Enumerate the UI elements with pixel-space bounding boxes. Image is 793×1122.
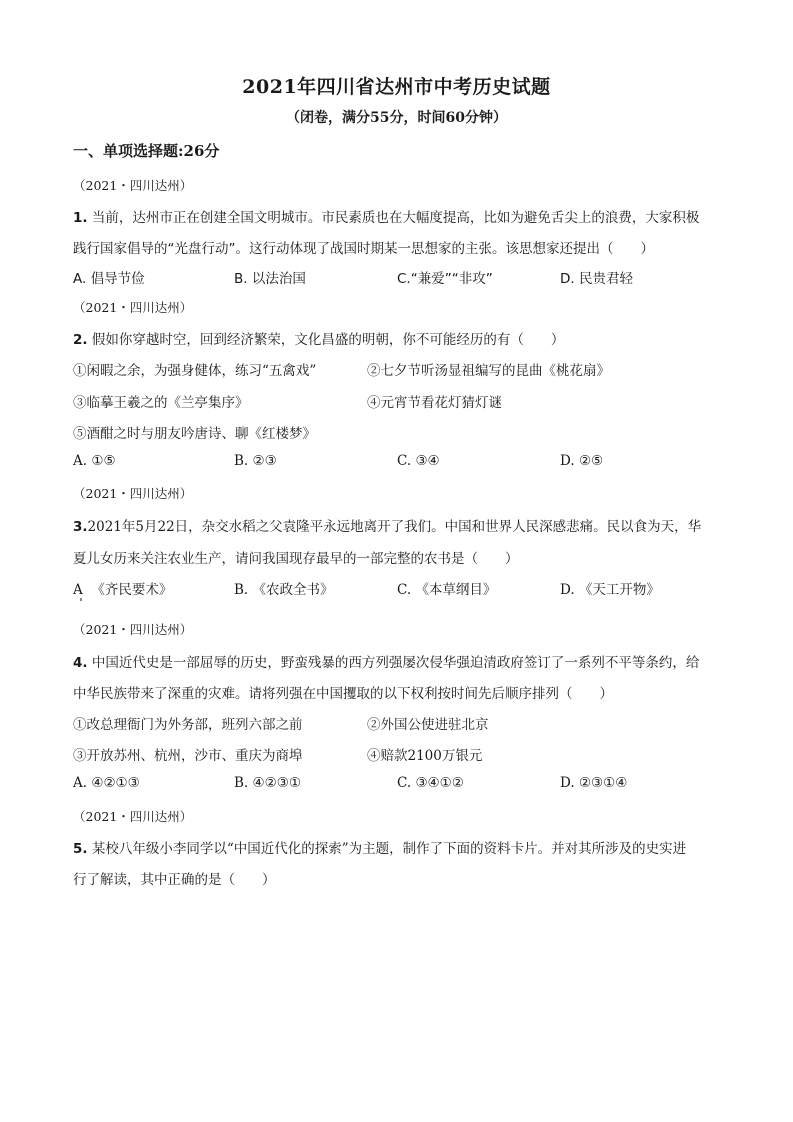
option-label: B.: [234, 582, 249, 598]
option-a[interactable]: [73, 453, 116, 469]
option-b[interactable]: [234, 578, 334, 598]
question-source: （2021・四川达州）: [73, 178, 193, 193]
option-text: ④②①③: [91, 775, 140, 791]
option-b[interactable]: [234, 267, 306, 287]
option-b[interactable]: [234, 453, 277, 469]
option-text: ④②③①: [252, 775, 301, 791]
option-label: B.: [234, 775, 249, 791]
option-a[interactable]: [73, 775, 140, 791]
question-source: （2021・四川达州）: [73, 486, 193, 501]
question-number: 3.: [73, 519, 88, 535]
question-text-line: 夏儿女历来关注农业生产，请问我国现存最早的一部完整的农书是（ ）: [73, 551, 519, 567]
statement: ④赔款2100万银元: [367, 748, 483, 764]
question-text-line: 践行国家倡导的“光盘行动”。这行动体现了战国时期某一思想家的主张。该思想家还提出（ ）: [73, 241, 654, 257]
question-number: 2.: [73, 332, 88, 348]
option-label: C.: [397, 582, 412, 598]
option-text: ②③①④: [578, 775, 628, 791]
question-source: （2021・四川达州）: [73, 300, 193, 315]
question-source: （2021・四川达州）: [73, 622, 193, 637]
question-text: 当前，达州市正在创建全国文明城市。市民素质也在大幅度提高，比如为避免舌尖上的浪费，大家积极: [91, 210, 700, 226]
statement: ④元宵节看花灯猜灯谜: [367, 395, 502, 411]
option-label: D.: [560, 453, 575, 469]
question-text-line: 行了解读，其中正确的是（ ）: [73, 872, 276, 888]
option-c[interactable]: [397, 267, 493, 287]
question-source: （2021・四川达州）: [73, 809, 193, 824]
option-label: D.: [560, 582, 575, 598]
statement: ②七夕节听汤显祖编写的昆曲《桃花扇》: [367, 363, 610, 379]
question-text-line: [73, 837, 686, 857]
page-subtitle: （闭卷，满分55分，时间60分钟）: [286, 110, 507, 126]
option-label: C.: [397, 775, 412, 791]
option-a[interactable]: [73, 578, 172, 598]
option-c[interactable]: [397, 775, 464, 791]
statement: ②外国公使进驻北京: [367, 717, 489, 733]
option-text: “兼爱”“非攻”: [410, 271, 493, 287]
question-text-line: [73, 206, 699, 226]
option-text: ③④①②: [415, 775, 464, 791]
stray-mark: [80, 598, 82, 601]
option-label: C.: [397, 453, 412, 469]
question-text-line: 中华民族带来了深重的灾难。请将列强在中国攫取的以下权利按时间先后顺序排列（ ）: [73, 686, 613, 702]
question-text: 中国近代史是一部屈辱的历史，野蛮残暴的西方列强屡次侵华强迫清政府签订了一系列不平等条约，给: [91, 655, 700, 671]
option-a[interactable]: [73, 267, 145, 287]
section-heading: 一、单项选择题:26分: [73, 142, 220, 160]
option-text: ②③: [252, 453, 277, 469]
option-label: D.: [560, 271, 575, 287]
option-label: C.: [397, 271, 411, 287]
option-text: 民贵君轻: [578, 271, 633, 287]
option-text: 《天工开物》: [578, 582, 660, 598]
option-label: B.: [234, 271, 248, 287]
option-label: A.: [73, 271, 87, 287]
option-label: A: [73, 582, 83, 598]
option-d[interactable]: [560, 775, 627, 791]
option-text: 《农政全书》: [252, 582, 334, 598]
statement: ①闲暇之余，为强身健体，练习“五禽戏”: [73, 363, 317, 379]
statement: ⑤酒酣之时与朋友吟唐诗、聊《红楼梦》: [73, 426, 316, 442]
question-number: 5.: [73, 841, 88, 857]
option-c[interactable]: [397, 578, 496, 598]
option-text: ①⑤: [91, 453, 116, 469]
option-text: 《本草纲目》: [415, 582, 497, 598]
option-label: D.: [560, 775, 575, 791]
option-d[interactable]: [560, 453, 603, 469]
question-number: 4.: [73, 655, 88, 671]
option-text: 倡导节俭: [90, 271, 145, 287]
option-label: A.: [73, 775, 88, 791]
option-b[interactable]: [234, 775, 301, 791]
question-text: 2021年5月22日，杂交水稻之父袁隆平永远地离开了我们。中国和世界人民深感悲痛。民以食为天，华: [87, 519, 702, 535]
question-text-line: [73, 328, 564, 348]
question-text-line: [73, 515, 701, 535]
option-c[interactable]: [397, 453, 440, 469]
statement: ③临摹王羲之的《兰亭集序》: [73, 395, 249, 411]
option-text: ③④: [415, 453, 440, 469]
option-text: 《齐民要术》: [91, 582, 173, 598]
question-text-line: [73, 651, 699, 671]
question-number: 1.: [73, 210, 88, 226]
option-text: 以法治国: [251, 271, 306, 287]
option-label: A.: [73, 453, 88, 469]
statement: ①改总理衙门为外务部，班列六部之前: [73, 717, 303, 733]
question-text: 某校八年级小李同学以“中国近代化的探索”为主题，制作了下面的资料卡片。并对其所涉及的史实进: [91, 841, 687, 857]
question-text: 假如你穿越时空，回到经济繁荣，文化昌盛的明朝，你不可能经历的有（ ）: [91, 332, 565, 348]
page-title: 2021年四川省达州市中考历史试题: [242, 76, 551, 98]
option-label: B.: [234, 453, 249, 469]
statement: ③开放苏州、杭州，沙市、重庆为商埠: [73, 748, 303, 764]
option-text: ②⑤: [578, 453, 604, 469]
option-d[interactable]: [560, 267, 633, 287]
option-d[interactable]: [560, 578, 660, 598]
